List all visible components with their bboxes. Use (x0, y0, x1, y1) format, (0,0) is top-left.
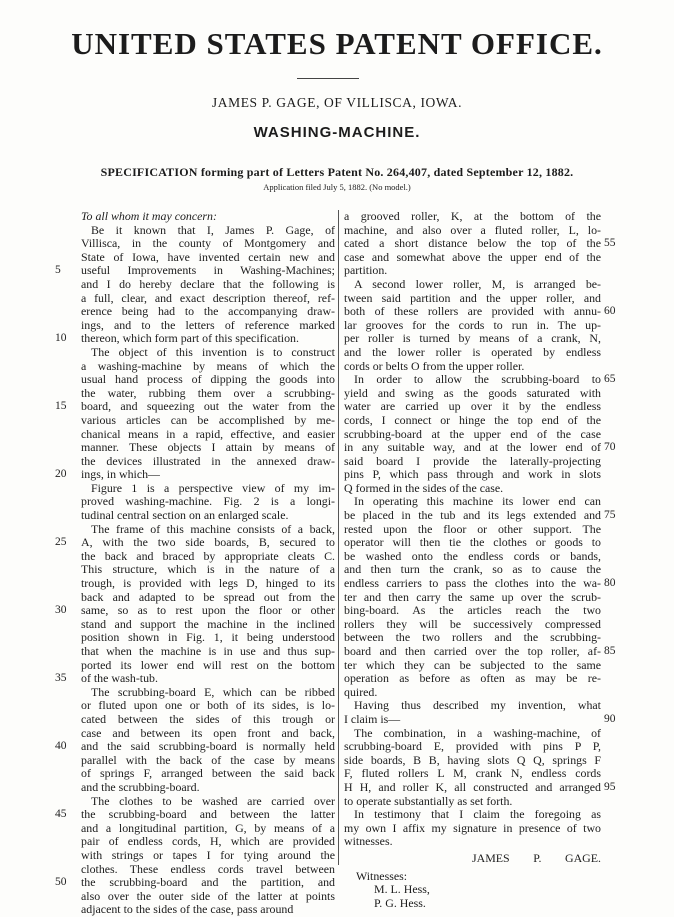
line-number: 30 (55, 604, 67, 617)
text-line: A, with the two side boards, B, secured to (81, 535, 335, 550)
text-line: In order to allow the scrubbing-board to (354, 372, 601, 387)
line-number: 95 (604, 781, 616, 794)
text-line: The frame of this machine consists of a back, (91, 521, 335, 536)
line-number: 65 (604, 373, 616, 386)
text-line: JAMES P. GAGE. (472, 850, 601, 865)
text-line: the back and braced by appropriate cleats C. (81, 548, 335, 563)
text-line: ported its lower end will rest on the bottom (81, 657, 335, 672)
text-line: ings, and to the letters of reference marked (81, 317, 335, 332)
text-line: rollers they will be successively compressed (344, 616, 601, 631)
text-line: in any suitable way, and at the lower end of (344, 440, 601, 455)
text-line: the scrubbing-board and between the latter (81, 807, 335, 822)
text-line: scrubbing-board at the upper end of the case (344, 426, 601, 441)
text-line: M. L. Hess, (374, 882, 430, 897)
text-line: back and adapted to be spread out from the (81, 589, 335, 604)
text-line: board and then carried over the top roller, af- (344, 644, 601, 658)
text-line: lar grooves for the cords to run in. The up- (344, 317, 601, 332)
text-line: my own I affix my signature in presence of two (344, 820, 601, 835)
text-line: operation as before as often as may be re- (344, 671, 601, 686)
text-line: be placed in the tub and its legs extended and (344, 508, 601, 523)
text-line: proved washing-machine. Fig. 2 is a longi- (81, 494, 335, 509)
line-number: 85 (604, 645, 616, 658)
text-line: board, and squeezing out the water from the (81, 399, 335, 414)
text-line: various articles can be accomplished by me- (81, 412, 335, 427)
text-line: To all whom it may concern: (81, 209, 217, 223)
text-line: thereon, which form part of this specification. (81, 331, 299, 346)
line-number: 55 (604, 237, 616, 250)
text-line: ter which they can be subjected to the same (344, 657, 601, 672)
text-line: of springs F, arranged between the said back (81, 766, 335, 781)
text-line: with strings or tapes I for tying around the (81, 847, 335, 862)
text-line: cated between the sides of this trough or (81, 711, 335, 726)
text-line: between the two rollers and the scrubbing- (344, 630, 601, 645)
text-line: trough, is provided with legs D, hinged to its (81, 576, 335, 591)
text-line: erence being had to the accompanying draw- (81, 304, 335, 319)
text-line: cated a short distance below the top of the (344, 236, 601, 251)
text-line: be washed onto the endless cords or bands, (344, 548, 601, 563)
text-line: and the lower roller is operated by endless (344, 344, 601, 359)
column-divider (338, 210, 339, 865)
text-line: said board I provide the laterally-projecting (344, 453, 601, 468)
text-line: that when the machine is in use and thus sup- (81, 644, 335, 658)
text-line: partition. (344, 263, 388, 278)
text-line: pair of endless cords, H, which are provided (81, 834, 335, 849)
text-line: and the said scrubbing-board is normally held (81, 739, 335, 754)
text-line: and then turn the crank, so as to cause the (344, 562, 601, 577)
line-number: 50 (55, 876, 67, 889)
text-line: cords, I connect or hinge the top end of the (344, 412, 601, 427)
text-line: pins P, which pass through and work in slots (344, 467, 601, 482)
text-line: a grooved roller, K, at the bottom of the (344, 209, 601, 223)
text-line: a full, clear, and exact description thereof, ref- (81, 290, 335, 305)
office-title: UNITED STATES PATENT OFFICE. (71, 26, 603, 61)
text-line: the scrubbing-board and the partition, and (81, 875, 335, 890)
text-line: The object of this invention is to construct (91, 344, 335, 359)
text-line: ter and then carry the same up over the scrub- (344, 589, 601, 604)
text-line: the water, rubbing them over a scrubbing- (81, 385, 335, 400)
text-line: stand and support the machine in the inclined (81, 616, 335, 631)
text-line: same, so as to rest upon the floor or other (81, 603, 335, 618)
line-number: 40 (55, 740, 67, 753)
text-line: rested upon the floor or other support. The (344, 521, 601, 536)
title-rule (297, 78, 359, 79)
text-line: a washing-machine by means of which the (81, 358, 335, 373)
text-line: usual hand process of dipping the goods into (81, 372, 335, 387)
text-line: Q formed in the sides of the case. (344, 480, 504, 495)
text-line: water are carried up over it by the endless (344, 399, 601, 414)
text-line: Having thus described my invention, what (354, 698, 601, 713)
left-text-column (81, 210, 335, 917)
text-line: or fluted upon one or both of its sides, is lo- (81, 698, 335, 713)
text-line: chanical means in a rapid, effective, and easier (81, 426, 335, 441)
text-line: Villisca, in the county of Montgomery and (81, 236, 335, 251)
line-number: 25 (55, 536, 67, 549)
text-line: endless carriers to pass the clothes into the wa- (344, 576, 601, 591)
text-line: operator will then tie the clothes or goods to (344, 535, 601, 550)
text-line: adjacent to the sides of the case, pass around (81, 902, 294, 917)
text-line: scrubbing-board E, provided with pins P P, (344, 739, 601, 754)
inventor-line: JAMES P. GAGE, OF VILLISCA, IOWA. (211, 95, 463, 110)
text-line: yield and swing as the goods saturated with (344, 385, 601, 400)
text-line: and the scrubbing-board. (81, 779, 200, 794)
text-line: F, fluted rollers L M, crank N, endless cords (344, 766, 601, 781)
text-line: A second lower roller, M, is arranged be- (354, 276, 601, 291)
text-line: In operating this machine its lower end can (354, 494, 601, 509)
text-line: position shown in Fig. 1, it being understood (81, 630, 335, 645)
text-line: The clothes to be washed are carried over (91, 793, 335, 808)
text-line: witnesses. (344, 834, 393, 849)
text-line: quired. (344, 684, 378, 699)
text-line: both of these rollers are provided with annu- (344, 304, 601, 319)
text-line: tween said partition and the upper roller, and (344, 290, 601, 305)
text-line: H H, and roller K, all constructed and arranged (344, 779, 601, 794)
text-line: of the wash-tub. (81, 671, 158, 686)
text-line: side boards, B B, having slots Q Q, springs F (344, 752, 601, 767)
text-line: manner. These objects I attain by means of (81, 440, 335, 455)
text-line: the devices illustrated in the annexed draw- (81, 453, 335, 468)
line-number: 80 (604, 577, 616, 590)
specification-line: SPECIFICATION forming part of Letters Patent No. 264,407, dated September 12, 1882. (100, 165, 574, 179)
right-text-column (344, 210, 601, 910)
line-number: 75 (604, 509, 616, 522)
application-filed-line: Application filed July 5, 1882. (No model.) (263, 182, 411, 192)
line-number: 20 (55, 468, 67, 481)
line-number: 60 (604, 305, 616, 318)
line-number: 10 (55, 332, 67, 345)
text-line: and I do hereby declare that the following is (81, 276, 335, 291)
text-line: case and somewhat above the upper end of the (344, 249, 601, 264)
text-line: and a longitudinal partition, G, by means of a (81, 820, 335, 835)
text-line: per roller is turned by means of a crank, N, (344, 331, 601, 346)
text-line: State of Iowa, have invented certain new and (81, 249, 335, 264)
text-line: bing-board. As the articles reach the two (344, 603, 601, 618)
line-number: 5 (55, 264, 61, 277)
text-line: Figure 1 is a perspective view of my im- (91, 480, 335, 495)
invention-title: WASHING-MACHINE. (253, 124, 421, 141)
text-line: This structure, which is in the nature of a (81, 562, 335, 577)
text-line: also over the outer side of the latter at points (81, 888, 335, 903)
line-number: 90 (604, 713, 616, 726)
line-number: 35 (55, 672, 67, 685)
text-line: Be it known that I, James P. Gage, of (91, 222, 335, 237)
text-line: machine, and also over a fluted roller, L, lo- (344, 222, 601, 237)
text-line: ings, in which— (81, 467, 160, 482)
text-line: Witnesses: (356, 868, 408, 883)
text-line: to operate substantially as set forth. (344, 793, 513, 808)
text-line: In testimony that I claim the foregoing as (354, 807, 601, 822)
line-number: 15 (55, 400, 67, 413)
line-number: 70 (604, 441, 616, 454)
line-number: 45 (55, 808, 67, 821)
text-line: The combination, in a washing-machine, of (354, 725, 601, 740)
text-line: case and between its open front and back, (81, 725, 335, 740)
text-line: tudinal central section on an enlarged scale. (81, 508, 289, 523)
text-line: clothes. These endless cords travel between (81, 861, 335, 876)
text-line: parallel with the back of the case by means (81, 752, 335, 767)
text-line: I claim is— (344, 711, 401, 726)
text-line: cords or belts O from the upper roller. (344, 358, 525, 373)
text-line: The scrubbing-board E, which can be ribbed (91, 684, 335, 699)
text-line: P. G. Hess. (374, 895, 426, 910)
text-line: useful Improvements in Washing-Machines; (81, 263, 335, 278)
